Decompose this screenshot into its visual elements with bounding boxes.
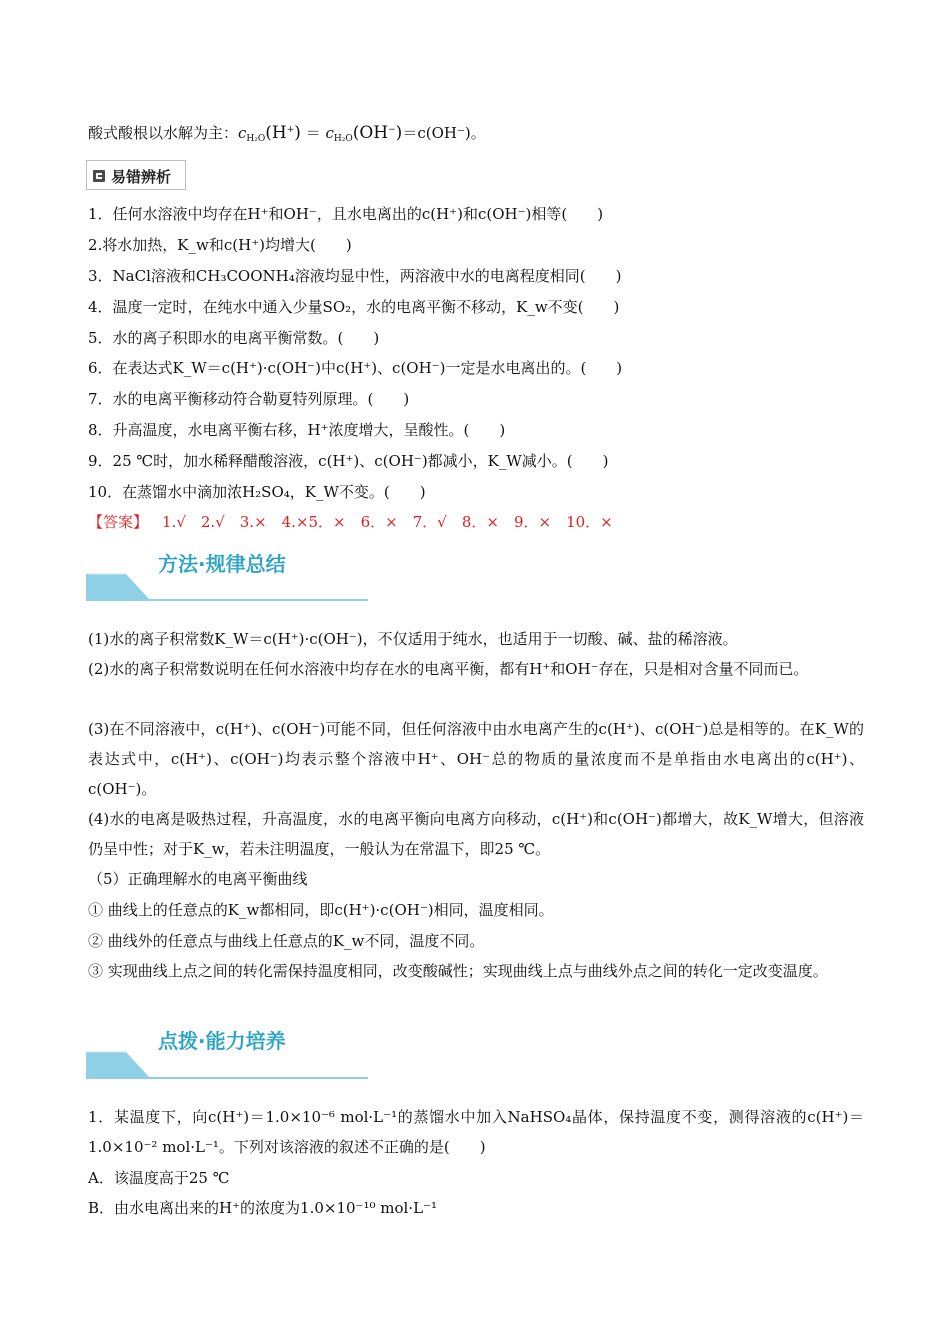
mistake-item-4: 4．温度一定时，在纯水中通入少量SO₂，水的电离平衡不移动，K_w不变( ) [88, 298, 620, 316]
option-a: A．该温度高于25 ℃ [88, 1169, 230, 1187]
mistake-item-2: 2.将水加热，K_w和c(H⁺)均增大( ) [88, 236, 352, 254]
formula-equals: ＝ [300, 124, 326, 142]
method-section-title: 方法·规律总结 [158, 552, 286, 576]
answer-values: 1.√ 2.√ 3.× 4.×5．× 6．× 7．√ 8．× 9．× 10．× [162, 513, 613, 531]
method-paragraph-1: (1)水的离子积常数K_W＝c(H⁺)·c(OH⁻)，不仅适用于纯水，也适用于一切酸、碱、盐的稀溶液。 [88, 630, 738, 648]
method-paragraph-5: （5）正确理解水的电离平衡曲线 [88, 870, 308, 888]
ability-section-band [86, 1050, 368, 1080]
mistake-item-1: 1．任何水溶液中均存在H⁺和OH⁻，且水电离出的c(H⁺)和c(OH⁻)相等( ) [88, 205, 604, 223]
method-paragraph-8: ③ 实现曲线上点之间的转化需保持温度相同，改变酸碱性；实现曲线上点与曲线外点之间的转化一定改变温度。 [88, 962, 828, 980]
ability-section-title: 点拨·能力培养 [158, 1029, 286, 1053]
question-1: 1．某温度下，向c(H⁺)＝1.0×10⁻⁶ mol·L⁻¹的蒸馏水中加入NaHSO₄晶体，保持温度不变，测得溶液的c(H⁺)＝1.0×10⁻² mol·L⁻¹。下列对该溶液的叙述不正确的是( ) [88, 1108, 864, 1156]
method-paragraph-4: (4)水的电离是吸热过程，升高温度，水的电离平衡向电离方向移动，c(H⁺)和c(OH⁻)都增大，故K_W增大，但溶液仍呈中性；对于K_w，若未注明温度，一般认为在常温下，即25 ℃。 [88, 810, 864, 858]
method-paragraph-6: ① 曲线上的任意点的K_w都相同，即c(H⁺)·c(OH⁻)相同，温度相同。 [88, 901, 554, 919]
method-paragraph-2: (2)水的离子积常数说明在任何水溶液中均存在水的电离平衡，都有H⁺和OH⁻存在，只是相对含量不同而已。 [88, 660, 809, 678]
mistake-item-6: 6．在表达式K_W＝c(H⁺)·c(OH⁻)中c(H⁺)、c(OH⁻)一定是水电离出的。( ) [88, 359, 623, 377]
mistake-analysis-tag [86, 160, 186, 190]
intro-prefix: 酸式酸根以水解为主： [88, 124, 239, 142]
mistake-item-7: 7．水的电离平衡移动符合勒夏特列原理。( ) [88, 390, 410, 408]
intro-suffix: ＝c(OH⁻)。 [402, 124, 486, 142]
tag-c-icon [93, 170, 105, 182]
method-paragraph-3: (3)在不同溶液中，c(H⁺)、c(OH⁻)可能不同，但任何溶液中由水电离产生的c(H⁺)、c(OH⁻)总是相等的。在K_W的表达式中，c(H⁺)、c(OH⁻)均表示整个溶液中H⁺、OH⁻总的物质的量浓度而不是单指由水电离出的c(H⁺)、c(OH⁻)。 [88, 720, 864, 798]
formula-lhs: $c_{H_2O}(H^+)$ [238, 123, 301, 144]
method-paragraph-7: ② 曲线外的任意点与曲线上任意点的K_w不同，温度不同。 [88, 932, 485, 950]
answer-line [88, 511, 613, 533]
mistake-item-3: 3．NaCl溶液和CH₃COONH₄溶液均显中性，两溶液中水的电离程度相同( ) [88, 267, 622, 285]
mistake-analysis-title: 易错辨析 [111, 168, 172, 186]
formula-rhs: $c_{H_2O}(OH^-)$ [325, 123, 403, 144]
option-b: B．由水电离出来的H⁺的浓度为1.0×10⁻¹⁰ mol·L⁻¹ [88, 1199, 437, 1217]
answer-label: 【答案】 [88, 513, 149, 531]
method-section-band [86, 572, 368, 602]
mistake-item-10: 10．在蒸馏水中滴加浓H₂SO₄，K_W不变。( ) [88, 483, 426, 501]
mistake-item-5: 5．水的离子积即水的电离平衡常数。( ) [88, 329, 380, 347]
intro-formula-line [88, 122, 486, 144]
mistake-item-9: 9．25 ℃时，加水稀释醋酸溶液，c(H⁺)、c(OH⁻)都减小，K_W减小。( ) [88, 452, 609, 470]
mistake-item-8: 8．升高温度，水电离平衡右移，H⁺浓度增大，呈酸性。( ) [88, 421, 506, 439]
